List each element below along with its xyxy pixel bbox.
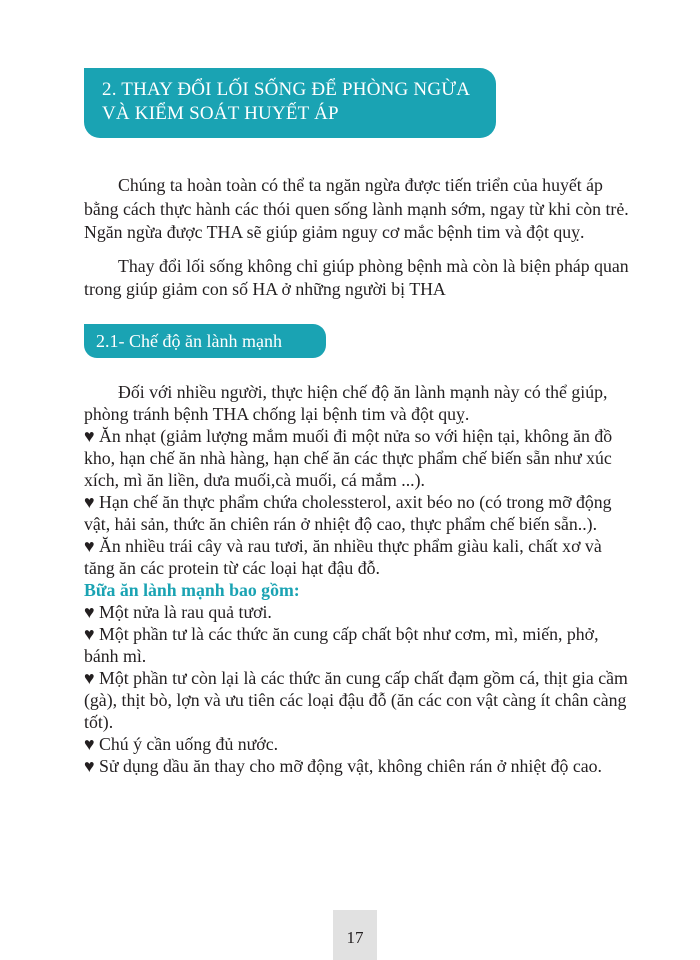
meal-item-5: ♥ Sử dụng dầu ăn thay cho mỡ động vật, không chiên rán ở nhiệt độ cao. <box>84 756 603 776</box>
meal-item-1: ♥ Một nửa là rau quả tươi. <box>84 602 272 622</box>
diet-block <box>84 381 636 777</box>
intro-paragraph-2: Thay đổi lối sống không chỉ giúp phòng bệnh mà còn là biện pháp quan trong giúp giảm con số HA ở những người bị THA <box>84 255 629 299</box>
intro-block <box>84 174 636 302</box>
diet-bullet-2: ♥ Hạn chế ăn thực phẩm chứa cholessterol, axit béo no (có trong mỡ động vật, hải sản, thức ăn chiên rán ở nhiệt độ cao, thực phẩm chế biến sẵn..). <box>84 492 612 534</box>
page-number-box <box>333 910 377 960</box>
diet-bullet-1: ♥ Ăn nhạt (giảm lượng mắm muối đi một nửa so với hiện tại, không ăn đồ kho, hạn chế ăn nhà hàng, hạn chế ăn các thực phẩm chế biến sẵn như xúc xích, mì ăn liền, dưa muối,cà muối, cá mắm ...). <box>84 426 613 490</box>
section-heading-line-2: VÀ KIỂM SOÁT HUYẾT ÁP <box>102 103 339 124</box>
page-number: 17 <box>346 928 364 947</box>
subsection-heading-box <box>84 324 326 358</box>
diet-intro-paragraph: Đối với nhiều người, thực hiện chế độ ăn lành mạnh này có thể giúp, phòng tránh bệnh THA chống lại bệnh tim và đột quỵ. <box>84 382 608 424</box>
section-heading-line-1: 2. THAY ĐỔI LỐI SỐNG ĐỂ PHÒNG NGỪA <box>102 79 471 100</box>
intro-paragraph-1: Chúng ta hoàn toàn có thể ta ngăn ngừa được tiến triển của huyết áp bằng cách thực hành các thói quen sống lành mạnh sớm, ngay từ khi còn trẻ. Ngăn ngừa được THA sẽ giúp giảm nguy cơ mắc bệnh tim và đột quỵ. <box>84 175 629 242</box>
subsection-heading: 2.1- Chế độ ăn lành mạnh <box>96 331 282 351</box>
meal-item-3: ♥ Một phần tư còn lại là các thức ăn cung cấp chất đạm gồm cá, thịt gia cầm (gà), thịt bò, lợn và ưu tiên các loại đậu đỗ (ăn các con vật càng ít chân càng tốt). <box>84 668 628 732</box>
section-heading-box <box>84 68 496 138</box>
meal-item-4: ♥ Chú ý cần uống đủ nước. <box>84 734 279 754</box>
meal-heading: Bữa ăn lành mạnh bao gồm: <box>84 580 300 600</box>
meal-item-2: ♥ Một phần tư là các thức ăn cung cấp chất bột như cơm, mì, miến, phở, bánh mì. <box>84 624 599 666</box>
diet-bullet-3: ♥ Ăn nhiều trái cây và rau tươi, ăn nhiều thực phẩm giàu kali, chất xơ và tăng ăn các protein từ các loại hạt đậu đỗ. <box>84 536 602 578</box>
